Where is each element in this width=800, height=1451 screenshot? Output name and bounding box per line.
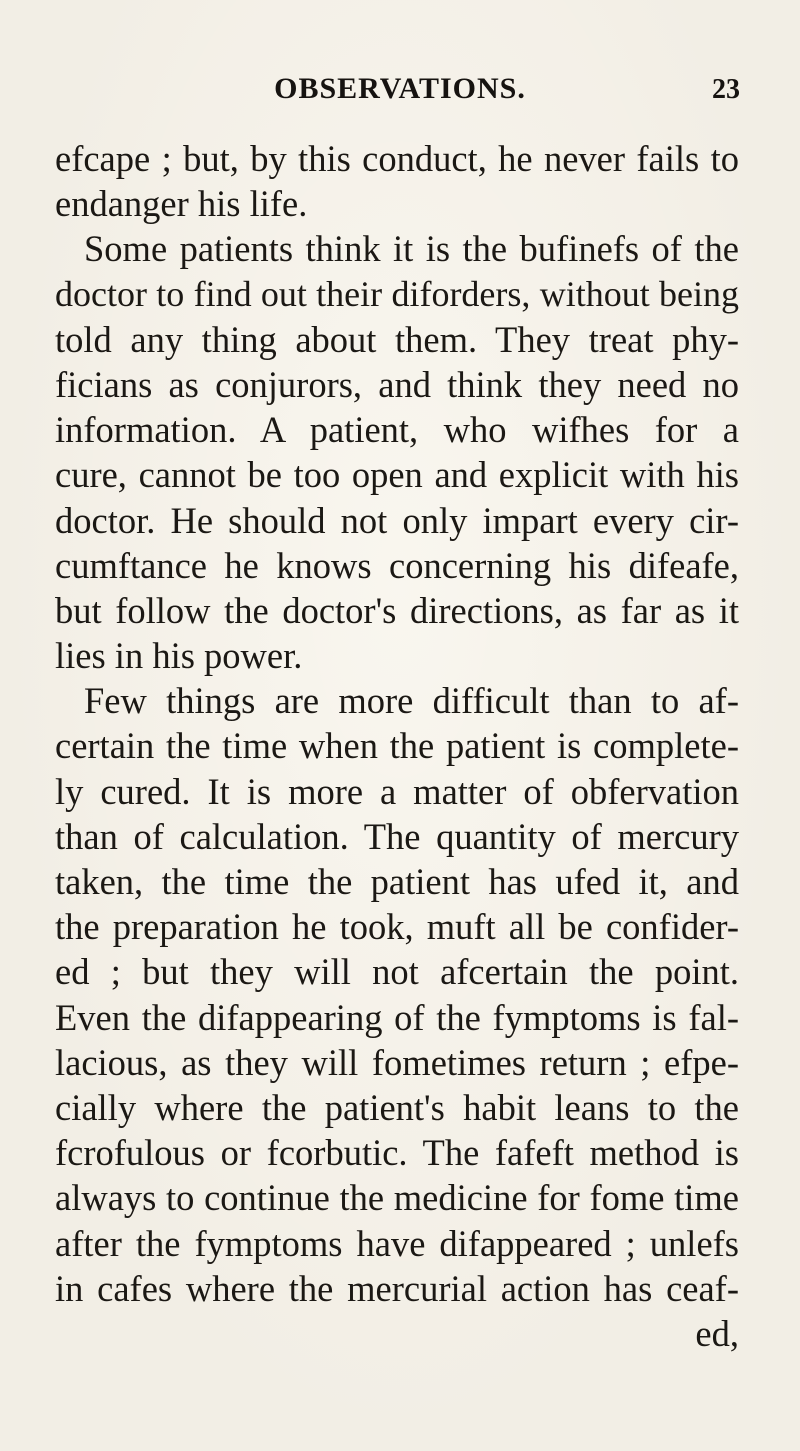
text-line: doctor. He should not only impart every cir- (55, 499, 739, 541)
text-line: cumftance he knows concerning his difeafe, (55, 544, 739, 586)
text-line: ficians as conjurors, and think they need no (55, 363, 739, 405)
text-line: always to continue the medicine for fome time (55, 1177, 739, 1219)
text-line: ly cured. It is more a matter of obfervation (55, 770, 739, 812)
text-line: in cafes where the mercurial action has ceaf- (55, 1267, 739, 1309)
text-line: cially where the patient's habit leans to the (55, 1086, 739, 1128)
text-line: endanger his life. (55, 183, 308, 225)
text-line: lies in his power. (55, 635, 303, 677)
text-line: information. A patient, who wifhes for a (55, 409, 739, 451)
catchword: ed, (695, 1312, 739, 1354)
text-line: than of calculation. The quantity of mercury (55, 815, 739, 857)
running-title: OBSERVATIONS. (274, 72, 526, 105)
text-line: certain the time when the patient is complete- (55, 725, 739, 767)
text-line: but follow the doctor's directions, as far as it (55, 589, 739, 631)
page-header (0, 72, 800, 116)
text-line: the preparation he took, muft all be confider- (55, 906, 739, 948)
text-line: ed ; but they will not afcertain the point. (55, 951, 739, 993)
text-line: Some patients think it is the bufinefs of the (84, 228, 739, 270)
text-line: taken, the time the patient has ufed it, and (55, 861, 739, 902)
text-line: lacious, as they will fometimes return ; efpe- (55, 1041, 739, 1083)
text-line: doctor to find out their diforders, without being (55, 273, 739, 314)
text-line: Even the difappearing of the fymptoms is fal- (55, 996, 739, 1038)
text-line: told any thing about them. They treat phy- (55, 318, 739, 360)
text-line: efcape ; but, by this conduct, he never fails to (55, 138, 739, 179)
body-text (55, 136, 739, 1356)
text-line: cure, cannot be too open and explicit with his (55, 454, 739, 496)
page-number: 23 (712, 74, 740, 105)
text-line: fcrofulous or fcorbutic. The fafeft method is (55, 1132, 739, 1174)
text-line: after the fymptoms have difappeared ; unlefs (55, 1222, 739, 1264)
text-line: Few things are more difficult than to af- (84, 680, 739, 722)
